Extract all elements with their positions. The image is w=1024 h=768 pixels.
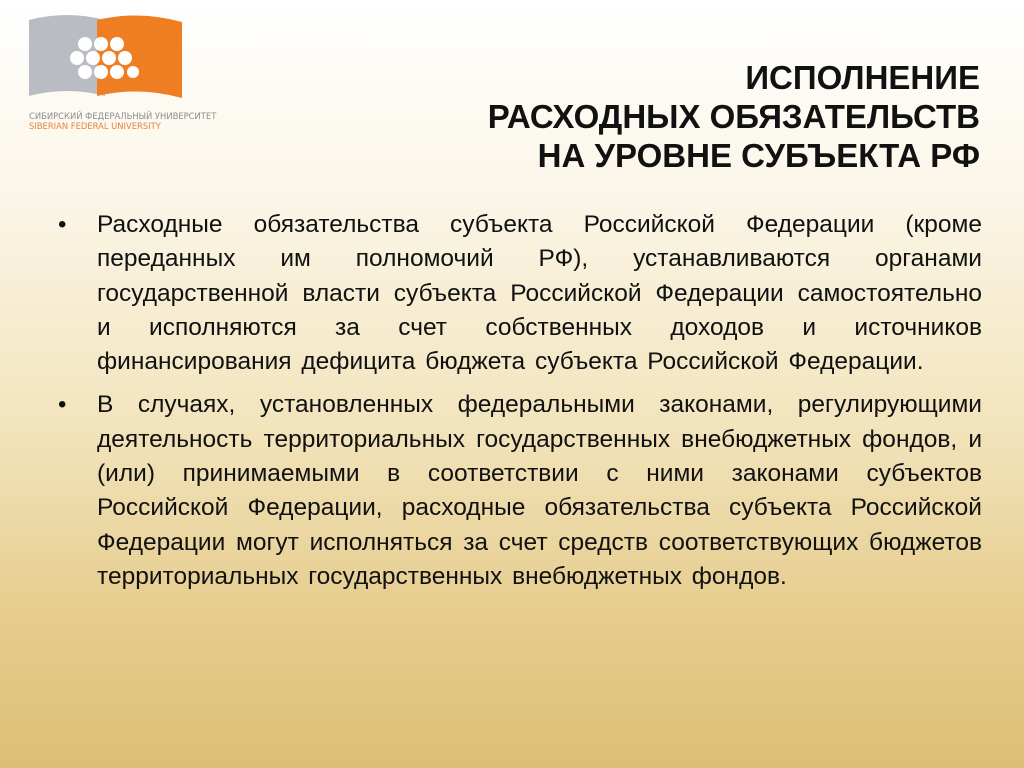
bullet-marker: • [58,391,67,419]
bullet-text: Расходные обязательства субъекта Российской Федерации (кроме переданных им полномочий РФ), устанавливаются органами государственной власти субъекта Российской Федерации самостоятельно и исполняются за счет собственных доходов и источников финансирования дефицита бюджета субъекта Российской Федерации. [97,211,982,376]
bullet-marker: • [58,211,67,238]
bullet-list [56,208,982,603]
bullet-item [56,208,982,379]
logo-text-ru: СИБИРСКИЙ ФЕДЕРАЛЬНЫЙ УНИВЕРСИТЕТ [29,111,217,121]
slide-title [340,58,980,175]
title-line: НА УРОВНЕ СУБЪЕКТА РФ [537,137,980,174]
title-line: РАСХОДНЫХ ОБЯЗАТЕЛЬСТВ [487,98,980,135]
bullet-item [56,388,982,594]
title-line: ИСПОЛНЕНИЕ [745,59,980,96]
logo-text-en: SIBERIAN FEDERAL UNIVERSITY [29,121,161,131]
bullet-text: В случаях, установленных федеральными законами, регулирующими деятельность территориальных государственных внебюджетных фондов, и (или) принимаемыми в соответствии с ними законами субъектов Российской Федерации, расходные обязательства субъекта Российской Федерации могут исполняться за счет средств соответствующих бюджетов территориальных государственных внебюджетных фондов. [97,391,982,590]
university-logo [27,14,217,131]
sfu-logo-icon [27,14,185,110]
